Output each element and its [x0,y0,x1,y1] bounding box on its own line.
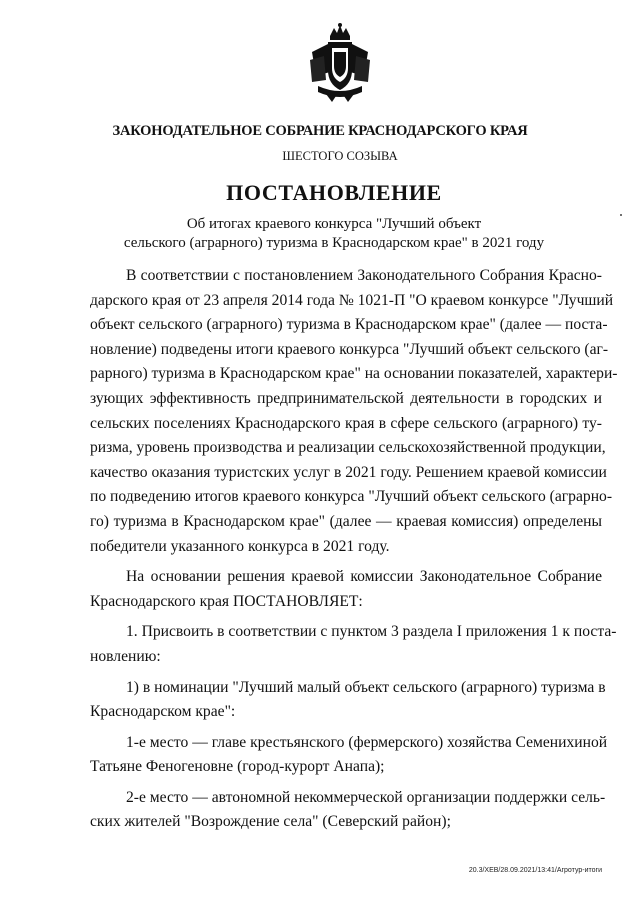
document-body [90,264,618,835]
body-line: зующих эффективность предпринимательской деятельности в городских и [90,389,602,407]
body-line: сельских поселениях Краснодарского края в сфере сельского (аграрного) ту- [90,414,602,432]
scan-artifact [620,214,622,216]
body-line: объект сельского (аграрного) туризма в Краснодарском крае" (далее — поста- [90,316,608,334]
body-line: го) туризма в Краснодарском крае" (далее — краевая комиссия) определены [90,512,602,530]
body-line: В соответствии с постановлением Законодательного Собрания Красно- [126,267,602,284]
body-line: рарного) туризма в Краснодарском крае" на основании показателей, характери- [90,365,618,383]
body-line: победители указанного конкурса в 2021 году. [90,537,390,555]
body-line: 2-е место — автономной некоммерческой организации поддержки сель- [126,788,606,806]
body-line: качество оказания туристских услуг в 2021 году. Решением краевой комиссии [90,463,607,481]
document-code: 20.3/ХЕВ/28.09.2021/13:41/Агротур-итоги [468,867,602,874]
body-line: 1) в номинации "Лучший малый объект сельского (аграрного) туризма в [126,678,606,696]
subject-line: Об итогах краевого конкурса "Лучший объект [186,216,482,232]
body-line: Краснодарском крае": [90,703,236,721]
body-line: ских жителей "Возрождение села" (Северский район); [90,813,451,831]
body-line: новление) подведены итоги краевого конкурса "Лучший объект сельского (аг- [90,340,609,358]
document-type-heading: ПОСТАНОВЛЕНИЕ [226,180,442,205]
body-line: На основании решения краевой комиссии Законодательное Собрание [126,568,602,586]
body-line: 1. Присвоить в соответствии с пунктом 3 раздела I приложения 1 к поста- [126,623,617,641]
convocation-label: ШЕСТОГО СОЗЫВА [282,149,398,163]
body-line: по подведению итогов краевого конкурса "Лучший объект сельского (аграрно- [90,488,613,506]
coat-of-arms-icon [308,22,372,104]
body-line: новлению: [90,647,161,665]
body-line: Татьяне Феногеновне (город-курорт Анапа); [90,758,385,776]
organization-name: ЗАКОНОДАТЕЛЬНОЕ СОБРАНИЕ КРАСНОДАРСКОГО КРАЯ [112,123,528,139]
body-line: Краснодарского края ПОСТАНОВЛЯЕТ: [90,592,363,610]
document-subject [14,215,640,253]
subject-line: сельского (аграрного) туризма в Краснодарском крае" в 2021 году [123,235,545,251]
body-line: 1-е место — главе крестьянского (фермерского) хозяйства Семенихиной [126,733,608,751]
body-line: ризма, уровень производства и реализации сельскохозяйственной продукции, [90,439,606,457]
body-line: дарского края от 23 апреля 2014 года № 1021-П "О краевом конкурсе "Лучший [90,291,614,309]
